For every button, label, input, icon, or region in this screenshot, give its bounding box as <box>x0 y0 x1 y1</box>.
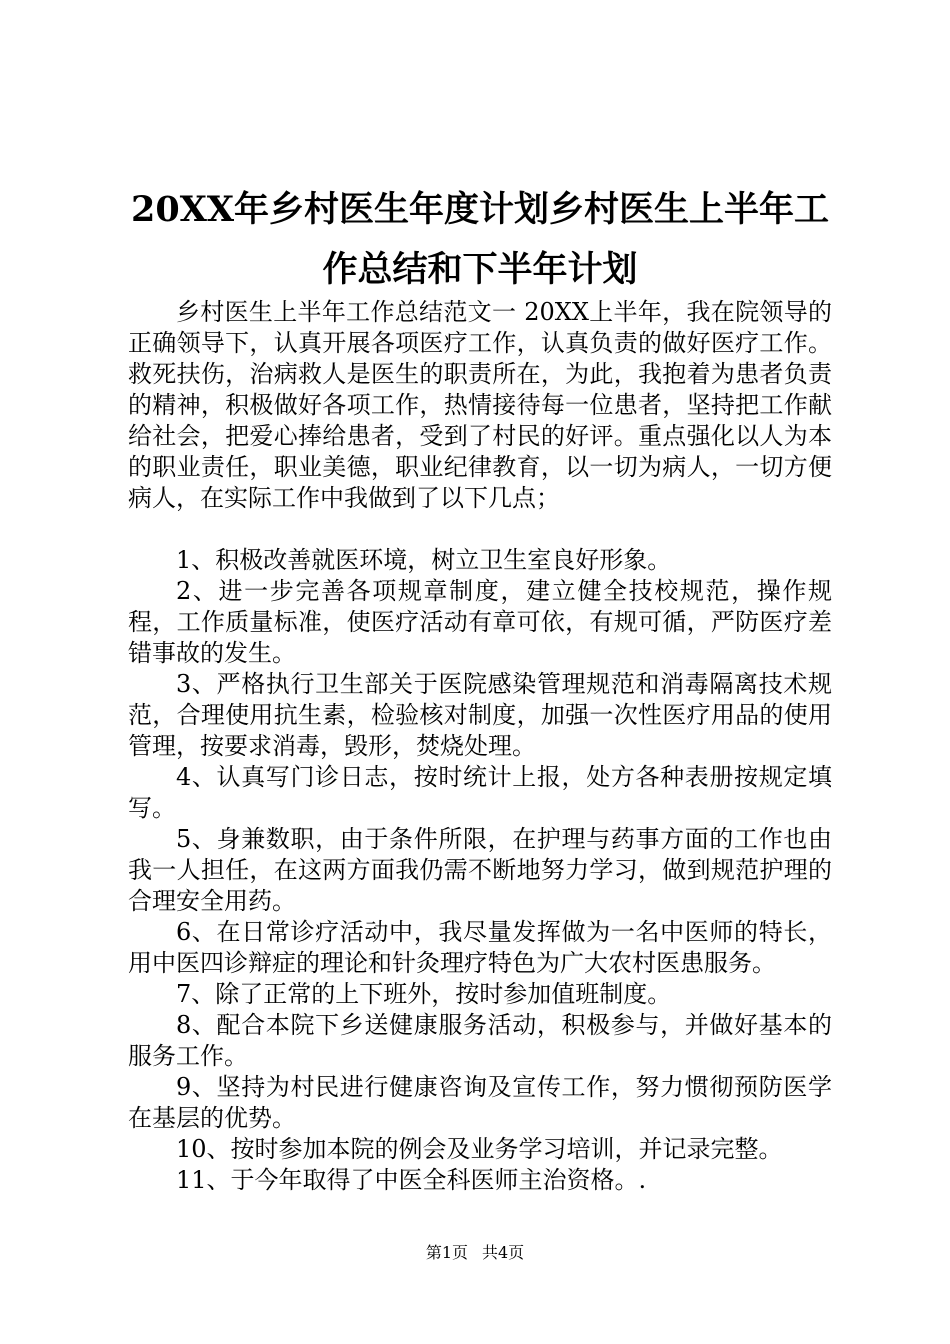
document-title-line-2: 作总结和下半年计划 <box>322 249 638 290</box>
list-item: 5、身兼数职，由于条件所限，在护理与药事方面的工作也由我一人担任，在这两方面我仍需不断地努力学习，做到规范护理的合理安全用药。 <box>128 825 832 915</box>
list-item: 8、配合本院下乡送健康服务活动，积极参与，并做好基本的服务工作。 <box>128 1011 832 1070</box>
list-item: 9、坚持为村民进行健康咨询及宣传工作，努力惯彻预防医学在基层的优势。 <box>128 1073 832 1132</box>
list-item: 7、除了正常的上下班外，按时参加值班制度。 <box>176 980 672 1008</box>
document-title-line-1: 20XX年乡村医生年度计划乡村医生上半年工 <box>130 189 830 230</box>
list-item: 1、积极改善就医环境，树立卫生室良好形象。 <box>176 546 672 574</box>
list-item: 10、按时参加本院的例会及业务学习培训，并记录完整。 <box>176 1135 783 1163</box>
list-item: 6、在日常诊疗活动中，我尽量发挥做为一名中医师的特长，用中医四诊辩症的理论和针灸理疗特色为广大农村医患服务。 <box>128 918 832 977</box>
page-footer <box>0 1243 950 1263</box>
list-item: 2、进一步完善各项规章制度，建立健全技校规范，操作规程，工作质量标准，使医疗活动有章可依，有规可循，严防医疗差错事故的发生。 <box>128 577 832 667</box>
list-item: 4、认真写门诊日志，按时统计上报，处方各种表册按规定填写。 <box>128 763 832 822</box>
intro-paragraph: 乡村医生上半年工作总结范文一 20XX上半年，我在院领导的正确领导下，认真开展各项医疗工作，认真负责的做好医疗工作。救死扶伤，治病救人是医生的职责所在，为此，我抱着为患者负责的精神，积极做好各项工作，热情接待每一位患者，坚持把工作献给社会，把爱心捧给患者，受到了村民的好评。重点强化以人为本的职业责任，职业美德，职业纪律教育，以一切为病人，一切方便病人，在实际工作中我做到了以下几点； <box>128 298 832 512</box>
document-body <box>128 297 832 1196</box>
page-total: 共4页 <box>482 1243 525 1262</box>
paragraph-spacer <box>128 514 832 545</box>
page-number: 第1页 <box>425 1243 468 1262</box>
list-item: 11、于今年取得了中医全科医师主治资格。. <box>176 1166 647 1194</box>
list-item: 3、严格执行卫生部关于医院感染管理规范和消毒隔离技术规范，合理使用抗生素，检验核对制度，加强一次性医疗用品的使用管理，按要求消毒，毁形，焚烧处理。 <box>128 670 832 760</box>
